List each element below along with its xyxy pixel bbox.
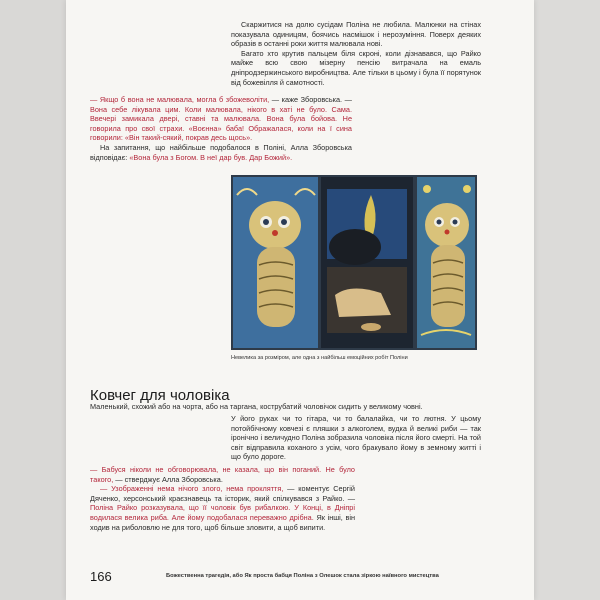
quote-attribution: — каже Зборовська. [269, 95, 343, 104]
quote-text-block [90, 95, 352, 162]
quote-tail: Як інші, він ходив на риболовлю не для того, щоб більше зловити, а щоб випити. [90, 512, 355, 532]
dash: — [344, 493, 356, 503]
quote-red-text: — Узображенні нема нічого злого, нема прокляття, [100, 484, 284, 494]
painting-illustration [231, 175, 477, 350]
quote-red-text: Поліна Райко розказувала, що її чоловік був рибалкою. У Концi, в Дніпрі водилася велика риба. Але йому подобалася переважно дрібна. [90, 503, 355, 522]
paragraph: У його руках чи то гітара, чи то балалайка, чи то лютня. У цьому потойбічному ковчезі є пляшки з алкоголем, вудка й великі риби — так іронічно і величудно Поліна зобразила чоловіка після його смерті. На той світ відправила коханого з усім, чого бракувало йому в земному житті і що було дороге. [231, 414, 481, 462]
quote-paragraph [90, 484, 355, 532]
running-head: Божественна трагедія, або Як проста бабця Поліна з Олешок стала зіркою наївного мистецтва [166, 573, 439, 579]
quote-paragraph [90, 95, 352, 143]
section-heading: Ковчег для чоловіка [90, 387, 230, 405]
photo-caption: Невелика за розміром, але одна з найбільш емоційних робіт Поліни [231, 355, 408, 361]
quote-red-text: Вона себе лікувала цим. Коли малювала, нікого в хаті не було. Сама. Ввечері замикала двері, ставні та малювала. Вона була бойова. Не говорила про свої страхи. «Воєнна» баба! Ображалася, коли на ї сина говорили: «Він такий-сякий, покрав десь щось». [90, 104, 352, 143]
painting-photo [231, 175, 477, 350]
left-gutter [0, 0, 66, 600]
quote-attribution: — коментує Сергій Дяченко, херсонський краєзнавець та історик, який спілкувався з Райко. [90, 484, 356, 503]
paragraph: Маленький, схожий або на чорта, або на таргана, кострубатий чоловічок сидить у великому човні. [90, 402, 423, 411]
section-intro-line [90, 402, 478, 412]
dash: — [342, 95, 352, 104]
quote-paragraph [90, 465, 355, 484]
intro-text-block [231, 20, 481, 87]
quote-red-text: — Бабуся ніколи не обговорювала, не казала, що він поганий. Не було такого, [90, 465, 355, 484]
paragraph [90, 143, 352, 162]
quotes-text-block [90, 465, 355, 532]
book-page [66, 0, 534, 600]
quote-red-text: «Вона була з Богом. В неї дар був. Дар Божий». [129, 152, 293, 162]
paragraph: Багато хто крутив пальцем біля скроні, коли дізнавався, що Райко майже всю свою мізерну пенсію витрачала на емаль дніпродзержинського виробництва. Але тільки в цьому і була її порятунок від божевілля й самотності. [231, 48, 481, 87]
paragraph: Скаржитися на долю сусідам Поліна не любила. Малюнки на стінах показувала одиницям, боячись насмішок і нерозуміння. Поверх деяких образів в останні роки життя малювала нові. [231, 20, 481, 49]
quote-attribution: — стверджує Алла Зборовська. [113, 474, 223, 484]
page-number: 166 [90, 569, 112, 584]
quote-red-text: — Якщо б вона не малювала, могла б збожеволіти, [90, 95, 270, 104]
question-text: На запитання, що найбільше подобалося в Поліні, Алла Зборовська відповідає: [90, 142, 352, 162]
section-body-text [231, 414, 481, 462]
right-gutter [534, 0, 600, 600]
